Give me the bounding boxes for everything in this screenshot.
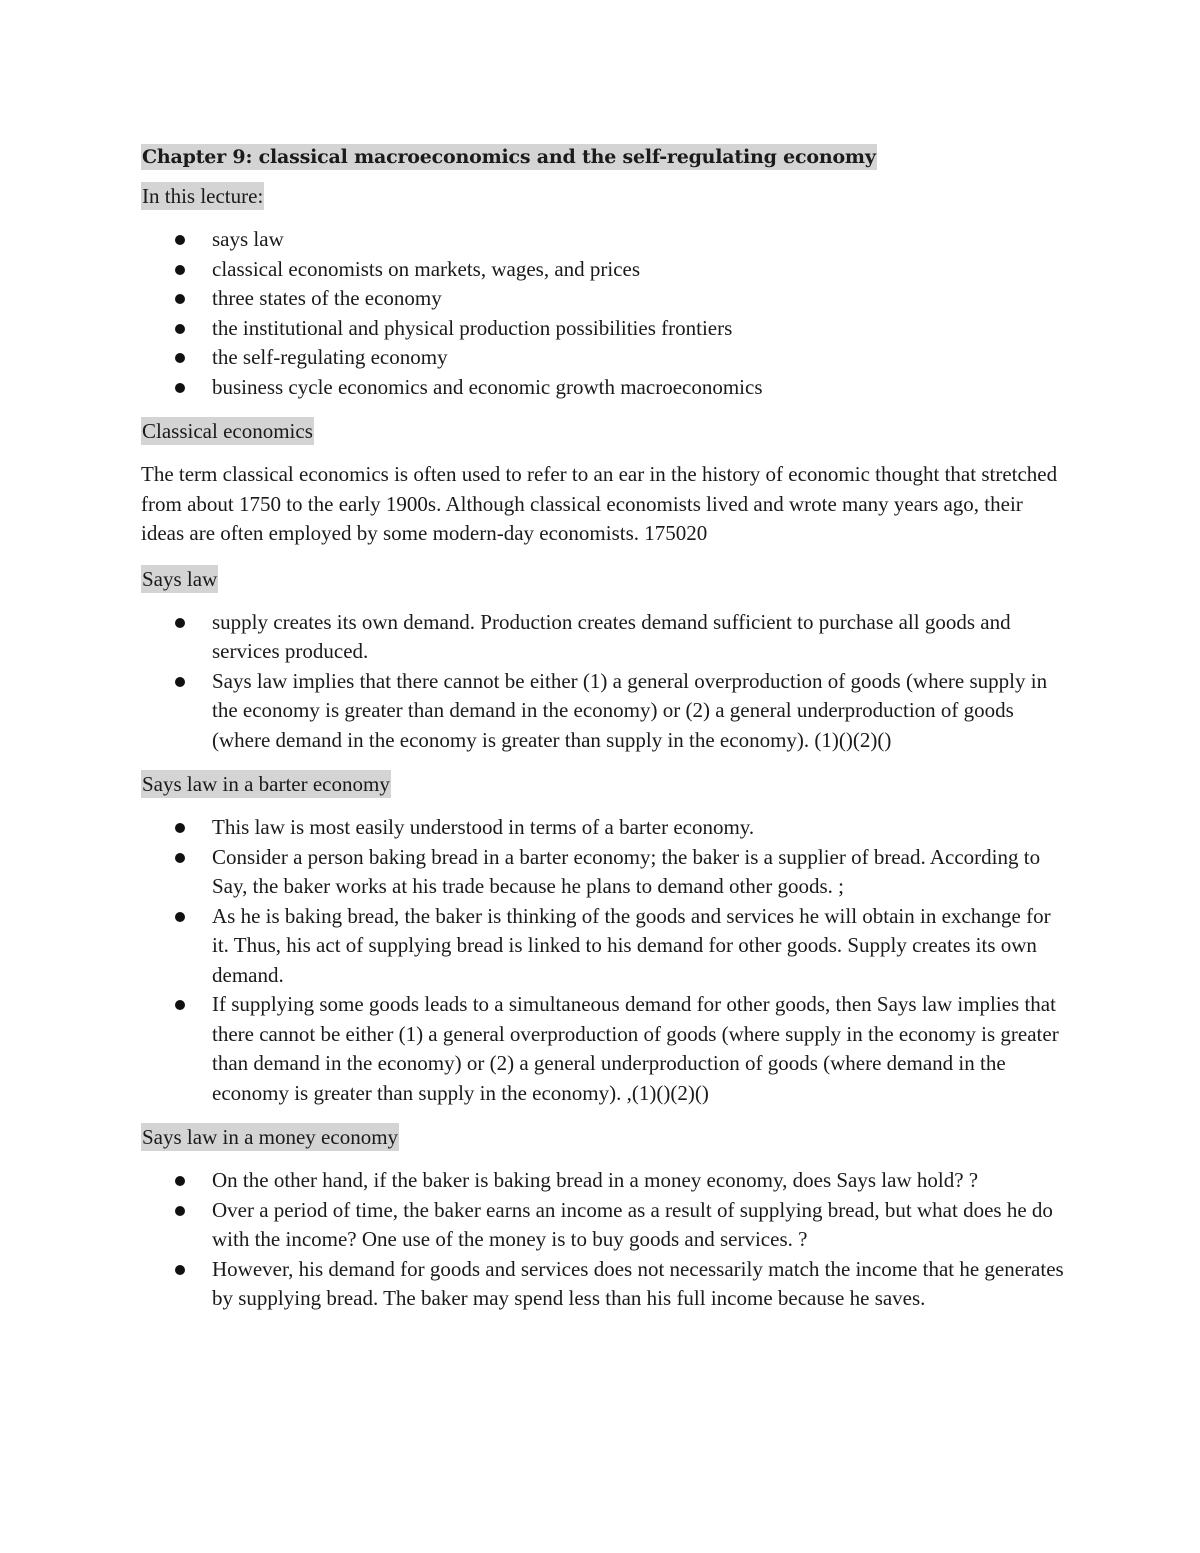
- list-item: [141, 608, 1066, 667]
- bullet-icon: [175, 1000, 185, 1010]
- list-item-text: On the other hand, if the baker is baking bread in a money economy, does Says law hold? ?: [212, 1168, 979, 1192]
- list-item-text: Consider a person baking bread in a barter economy; the baker is a supplier of bread. According to Say, the baker works at his trade because he plans to demand other goods. ;: [212, 844, 1041, 898]
- list-item: [141, 667, 1066, 756]
- says-law-list: [141, 608, 1066, 756]
- chapter-title-text: Chapter 9: classical macroeconomics and the self-regulating economy: [142, 146, 876, 168]
- bullet-icon: [175, 823, 185, 833]
- money-list: [141, 1166, 1066, 1314]
- list-item: [141, 225, 1066, 255]
- list-item-text: the institutional and physical production possibilities frontiers: [212, 315, 733, 340]
- list-item-text: Over a period of time, the baker earns an income as a result of supplying bread, but what does he do with the income? One use of the money is to buy goods and services. ?: [212, 1197, 1053, 1251]
- list-item: [141, 314, 1066, 344]
- bullet-icon: [175, 294, 185, 304]
- list-item: [141, 1196, 1066, 1255]
- intro-label-text: In this lecture:: [142, 184, 264, 208]
- list-item-text: three states of the economy: [212, 286, 442, 310]
- bullet-icon: [175, 265, 185, 275]
- bullet-icon: [175, 235, 185, 245]
- list-item-text: supply creates its own demand. Production creates demand sufficient to purchase all goods and services produced.: [212, 609, 1011, 663]
- list-item: [141, 813, 1066, 843]
- list-item: [141, 284, 1066, 314]
- list-item-text: classical economists on markets, wages, and prices: [212, 256, 641, 281]
- list-item-text: However, his demand for goods and services does not necessarily match the income that he generates by supplying bread. The baker may spend less than his full income because he saves.: [212, 1256, 1064, 1310]
- chapter-title: [141, 140, 1066, 174]
- bullet-icon: [175, 677, 185, 687]
- intro-list: [141, 225, 1066, 402]
- list-item-text: says law: [212, 227, 284, 251]
- list-item: [141, 255, 1066, 285]
- list-item-text: If supplying some goods leads to a simultaneous demand for other goods, then Says law implies that there cannot be either (1) a general overproduction of goods (where supply in the economy is greater than demand in the economy) or (2) a general underproduction of goods (where demand in the economy is greater than supply in the economy). ,(1)()(2)(): [212, 992, 1059, 1105]
- list-item-text: the self-regulating economy: [212, 345, 448, 369]
- section-heading-text: Says law: [142, 566, 218, 591]
- section-heading-barter: [141, 769, 1066, 799]
- list-item-text: Says law implies that there cannot be either (1) a general overproduction of goods (where supply in the economy is greater than demand in the economy) or (2) a general underproduction of goods (where demand in the economy is greater than supply in the economy). (1)()(2)(): [212, 668, 1048, 752]
- list-item-text: business cycle economics and economic growth macroeconomics: [212, 374, 763, 399]
- section-heading-text: Classical economics: [142, 419, 313, 443]
- section-heading-classical: [141, 416, 1066, 446]
- bullet-icon: [175, 912, 185, 922]
- section-heading-text: Says law in a money economy: [142, 1125, 399, 1149]
- bullet-icon: [175, 1206, 185, 1216]
- list-item: [141, 902, 1066, 991]
- list-item: [141, 1166, 1066, 1196]
- list-item: [141, 843, 1066, 902]
- bullet-icon: [175, 383, 185, 393]
- list-item: [141, 990, 1066, 1108]
- list-item-text: As he is baking bread, the baker is thinking of the goods and services he will obtain in exchange for it. Thus, his act of supplying bread is linked to his demand for other goods. Supply creates its own demand.: [212, 903, 1051, 987]
- classical-paragraph: The term classical economics is often used to refer to an ear in the history of economic thought that stretched from about 1750 to the early 1900s. Although classical economists lived and wrote many years ago, their ideas are often employed by some modern-day economists. 175020: [141, 462, 1058, 545]
- section-heading-text: Says law in a barter economy: [142, 772, 390, 796]
- bullet-icon: [175, 618, 185, 628]
- list-item: [141, 1255, 1066, 1314]
- document-page: [141, 140, 1066, 1328]
- bullet-icon: [175, 353, 185, 363]
- intro-label: [141, 181, 1066, 211]
- section-heading-money: [141, 1122, 1066, 1152]
- bullet-icon: [175, 853, 185, 863]
- list-item-text: This law is most easily understood in terms of a barter economy.: [212, 815, 755, 839]
- section-heading-says-law: [141, 564, 1066, 594]
- barter-list: [141, 813, 1066, 1108]
- bullet-icon: [175, 1176, 185, 1186]
- list-item: [141, 373, 1066, 403]
- bullet-icon: [175, 1265, 185, 1275]
- list-item: [141, 343, 1066, 373]
- bullet-icon: [175, 324, 185, 334]
